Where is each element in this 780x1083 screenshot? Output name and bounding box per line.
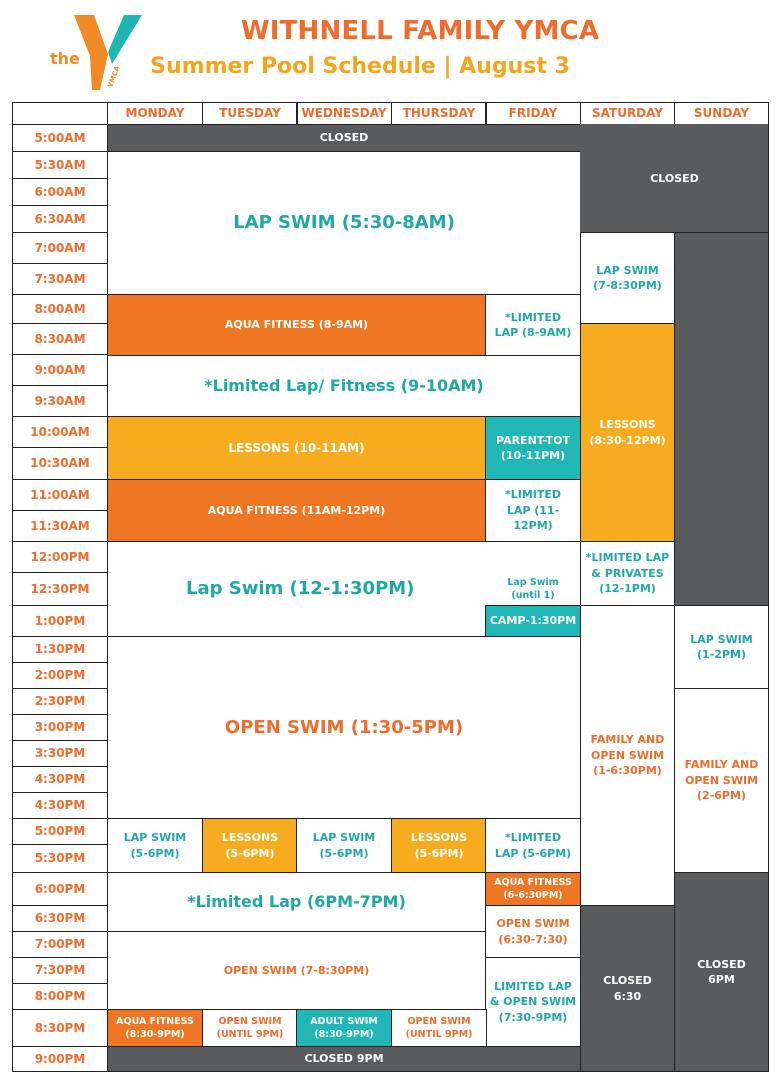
open-swim-block: OPEN SWIM (UNTIL 9PM)	[391, 1009, 487, 1047]
time-label: 8:00AM	[12, 294, 108, 324]
limited-lap-block: *LIMITED LAP (11-12PM)	[485, 479, 581, 542]
day-header: THURSDAY	[391, 102, 487, 125]
time-label: 6:00AM	[12, 178, 108, 206]
header-corner	[12, 102, 108, 125]
time-label: 1:00PM	[12, 605, 108, 637]
open-swim-block: OPEN SWIM (UNTIL 9PM)	[202, 1009, 298, 1047]
time-label: 7:30PM	[12, 957, 108, 984]
day-header: WEDNESDAY	[296, 102, 392, 125]
closed-block: CLOSED 6PM	[674, 872, 769, 1072]
time-label: 5:00AM	[12, 124, 108, 152]
aqua-fitness-block: AQUA FITNESS (6-6:30PM)	[485, 872, 581, 906]
logo-word: the	[50, 49, 80, 68]
aqua-fitness-block: AQUA FITNESS (11AM-12PM)	[107, 479, 486, 542]
parent-tot-block: PARENT-TOT (10-11PM)	[485, 416, 581, 480]
day-header: SUNDAY	[674, 102, 769, 125]
logo-brand: YMCA	[106, 64, 122, 89]
limited-lap-privates-block: *LIMITED LAP & PRIVATES (12-1PM)	[580, 541, 675, 606]
time-label: 8:30PM	[12, 1009, 108, 1047]
time-label: 10:00AM	[12, 416, 108, 448]
lessons-block: LESSONS (5-6PM)	[202, 818, 298, 873]
lap-swim-until-note: Lap Swim (until 1)	[507, 576, 559, 601]
aqua-fitness-block: AQUA FITNESS (8-9AM)	[107, 294, 486, 356]
time-label: 5:30AM	[12, 151, 108, 179]
limited-lap-fitness-block: *Limited Lap/ Fitness (9-10AM)	[107, 355, 581, 417]
schedule-grid	[12, 102, 769, 1072]
time-label: 7:00PM	[12, 931, 108, 958]
time-label: 8:30AM	[12, 323, 108, 355]
time-label: 9:00AM	[12, 354, 108, 386]
adult-swim-block: ADULT SWIM (8:30-9PM)	[296, 1009, 392, 1047]
lap-swim-block: LAP SWIM (5-6PM)	[107, 818, 203, 873]
closed-block: CLOSED 6:30	[580, 905, 675, 1072]
time-label: 10:30AM	[12, 447, 108, 480]
lap-swim-block: LAP SWIM (1-2PM)	[674, 605, 769, 689]
closed-block: CLOSED	[107, 124, 581, 152]
lessons-block: LESSONS (8:30-12PM)	[580, 323, 675, 542]
aqua-fitness-block: AQUA FITNESS (8:30-9PM)	[107, 1009, 203, 1047]
lessons-block: LESSONS (5-6PM)	[391, 818, 487, 873]
time-label: 7:00AM	[12, 232, 108, 264]
time-label: 6:30AM	[12, 205, 108, 233]
time-label: 6:30PM	[12, 905, 108, 932]
lessons-block: LESSONS (10-11AM)	[107, 416, 486, 480]
time-label: 1:30PM	[12, 636, 108, 663]
time-label: 2:00PM	[12, 662, 108, 689]
time-label: 4:30PM	[12, 766, 108, 793]
camp-block: CAMP-1:30PM	[485, 605, 581, 637]
time-label: 4:30PM	[12, 792, 108, 819]
closed-block: CLOSED 9PM	[107, 1046, 581, 1072]
time-label: 3:00PM	[12, 714, 108, 741]
open-swim-block: OPEN SWIM (7-8:30PM)	[107, 931, 486, 1010]
time-label: 5:00PM	[12, 818, 108, 845]
time-label: 8:00PM	[12, 983, 108, 1010]
family-open-swim-block: FAMILY AND OPEN SWIM (2-6PM)	[674, 688, 769, 873]
family-open-swim-block: FAMILY AND OPEN SWIM (1-6:30PM)	[580, 605, 675, 906]
time-label: 6:00PM	[12, 872, 108, 906]
closed-block: CLOSED	[580, 124, 769, 233]
time-label: 11:00AM	[12, 479, 108, 511]
page-subtitle: Summer Pool Schedule | August 3	[150, 54, 570, 79]
time-label: 2:30PM	[12, 688, 108, 715]
time-label: 11:30AM	[12, 510, 108, 542]
limited-lap-block: *LIMITED LAP (5-6PM)	[485, 818, 581, 873]
lap-swim-block: LAP SWIM (7-8:30PM)	[580, 232, 675, 324]
time-label: 3:30PM	[12, 740, 108, 767]
limited-lap-block: *Limited Lap (6PM-7PM)	[107, 872, 486, 932]
time-label: 5:30PM	[12, 844, 108, 873]
limited-lap-open-swim-block: LIMITED LAP & OPEN SWIM (7:30-9PM)	[485, 957, 581, 1047]
time-label: 9:00PM	[12, 1046, 108, 1072]
open-swim-block: OPEN SWIM (6:30-7:30)	[485, 905, 581, 958]
page-title: WITHNELL FAMILY YMCA	[240, 16, 600, 46]
day-header: TUESDAY	[202, 102, 298, 125]
time-label: 12:00PM	[12, 541, 108, 573]
limited-lap-block: *LIMITED LAP (8-9AM)	[485, 294, 581, 356]
time-label: 12:30PM	[12, 572, 108, 606]
open-swim-block: OPEN SWIM (1:30-5PM)	[107, 636, 581, 819]
sunday-closed-filler	[674, 232, 769, 606]
time-label: 9:30AM	[12, 385, 108, 417]
lap-swim-block: LAP SWIM (5-6PM)	[296, 818, 392, 873]
ymca-logo	[46, 12, 146, 92]
lap-swim-block: Lap Swim (12-1:30PM)	[107, 541, 581, 637]
day-header: SATURDAY	[580, 102, 675, 125]
time-label: 7:30AM	[12, 263, 108, 295]
lap-swim-block: LAP SWIM (5:30-8AM)	[107, 151, 581, 295]
day-header: MONDAY	[107, 102, 203, 125]
day-header: FRIDAY	[485, 102, 581, 125]
